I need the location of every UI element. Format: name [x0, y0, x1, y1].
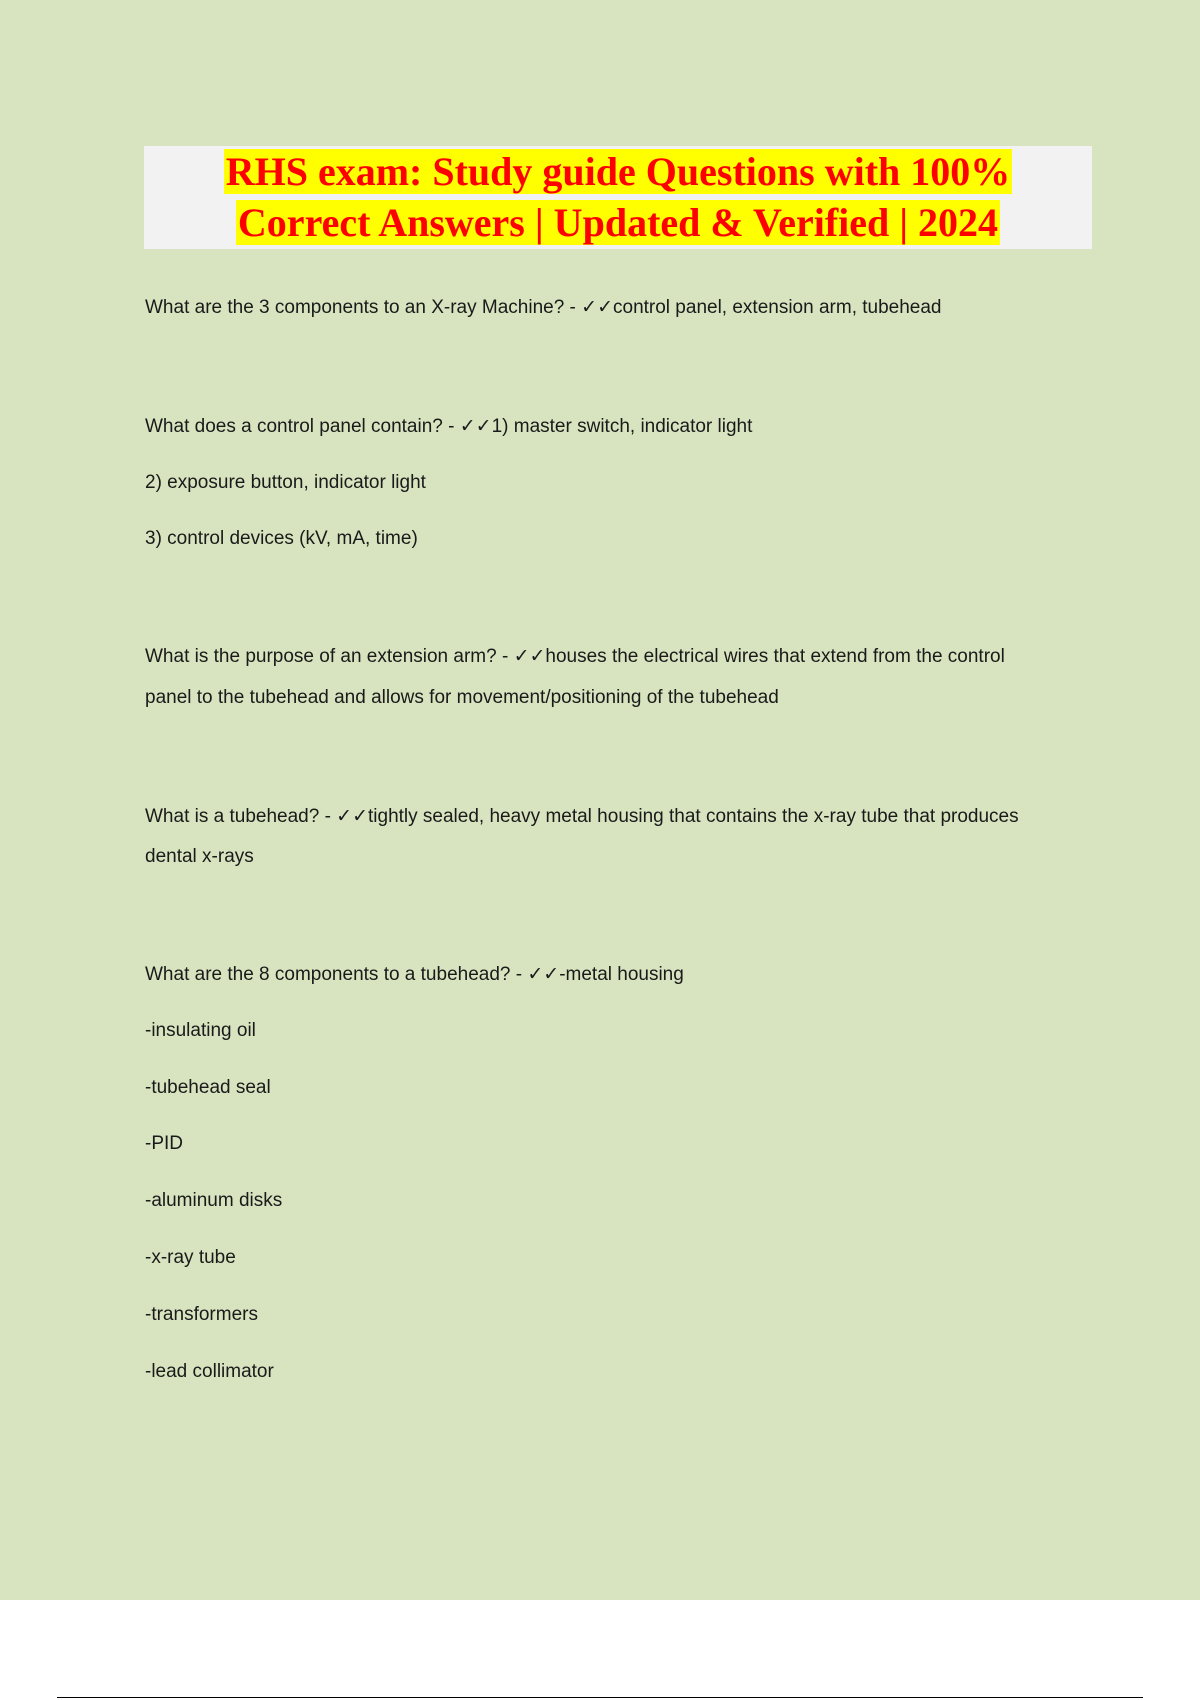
- question-5-line-3: -tubehead seal: [145, 1077, 271, 1098]
- title-line-2: Correct Answers | Updated & Verified | 2024: [237, 200, 999, 245]
- question-4-line-2: dental x-rays: [145, 846, 254, 867]
- question-2-line-1: What does a control panel contain? - ✓✓1) master switch, indicator light: [145, 416, 753, 437]
- question-5-line-6: -x-ray tube: [145, 1247, 236, 1268]
- question-5-line-8: -lead collimator: [145, 1361, 274, 1382]
- question-3-line-1: What is the purpose of an extension arm? - ✓✓houses the electrical wires that extend from the control: [145, 646, 1005, 667]
- question-4-line-1: What is a tubehead? - ✓✓tightly sealed, heavy metal housing that contains the x-ray tube that produces: [145, 806, 1019, 827]
- question-5-line-5: -aluminum disks: [145, 1190, 283, 1211]
- question-5-line-4: -PID: [145, 1133, 183, 1154]
- title-line-1: RHS exam: Study guide Questions with 100%: [225, 149, 1011, 194]
- question-5-line-2: -insulating oil: [145, 1020, 256, 1041]
- document-title: [144, 146, 1092, 249]
- question-5-line-1: What are the 8 components to a tubehead? - ✓✓-metal housing: [145, 964, 684, 985]
- footer-divider: [57, 1697, 1143, 1698]
- question-3-line-2: panel to the tubehead and allows for movement/positioning of the tubehead: [145, 687, 779, 708]
- question-1-line-1: What are the 3 components to an X-ray Machine? - ✓✓control panel, extension arm, tubehead: [145, 297, 942, 318]
- question-2-line-2: 2) exposure button, indicator light: [145, 472, 426, 493]
- question-2-line-3: 3) control devices (kV, mA, time): [145, 528, 418, 549]
- question-5-line-7: -transformers: [145, 1304, 258, 1325]
